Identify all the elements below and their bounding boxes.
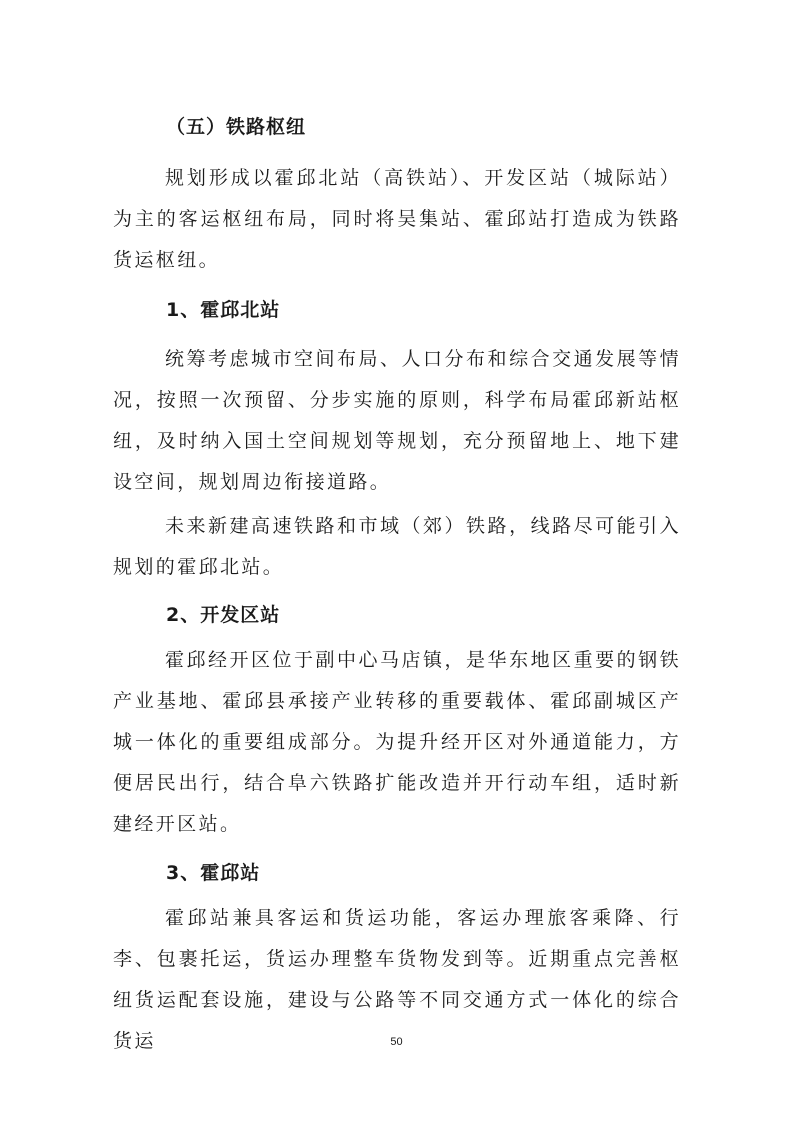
page-number: 50 xyxy=(390,1036,403,1048)
subsection-heading-huoqiu-station: 3、霍邱站 xyxy=(166,862,261,884)
subsection-heading-huoqiu-north: 1、霍邱北站 xyxy=(166,299,281,321)
paragraph-huoqiu-north-1: 统筹考虑城市空间布局、人口分布和综合交通发展等情况，按照一次预留、分步实施的原则，科学布局霍邱新站枢纽，及时纳入国土空间规划等规划，充分预留地上、地下建设空间，规划周边衔接道路。 xyxy=(113,348,681,493)
paragraph-development-zone: 霍邱经开区位于副中心马店镇，是华东地区重要的钢铁产业基地、霍邱县承接产业转移的重要载体、霍邱副城区产城一体化的重要组成部分。为提升经开区对外通道能力，方便居民出行，结合阜六铁路扩能改造并开行动车组，适时新建经开区站。 xyxy=(113,649,681,835)
paragraph-huoqiu-north-2: 未来新建高速铁路和市域（郊）铁路，线路尽可能引入规划的霍邱北站。 xyxy=(113,515,681,578)
subsection-heading-development-zone: 2、开发区站 xyxy=(166,604,281,626)
paragraph-huoqiu-station: 霍邱站兼具客运和货运功能，客运办理旅客乘降、行李、包裹托运，货运办理整车货物发到等。近期重点完善枢纽货运配套设施，建设与公路等不同交通方式一体化的综合货运 xyxy=(113,907,681,1052)
section-heading-railway-hub: （五）铁路枢纽 xyxy=(166,116,307,138)
intro-paragraph: 规划形成以霍邱北站（高铁站）、开发区站（城际站）为主的客运枢纽布局，同时将吴集站、霍邱站打造成为铁路货运枢纽。 xyxy=(113,167,681,271)
